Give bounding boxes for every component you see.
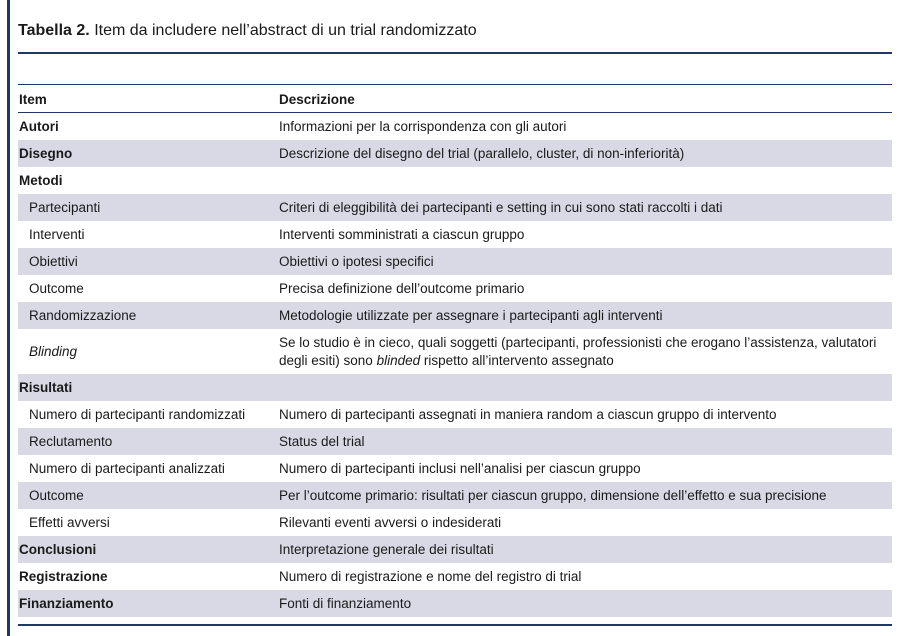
row-item: Randomizzazione bbox=[18, 302, 278, 329]
table-row bbox=[18, 482, 892, 509]
row-description: Informazioni per la corrispondenza con gli autori bbox=[279, 118, 567, 134]
header-top-rule bbox=[18, 84, 892, 85]
row-description: Per l’outcome primario: risultati per ciascun gruppo, dimensione dell’effetto e sua precisione bbox=[278, 482, 892, 509]
table-row bbox=[18, 140, 892, 167]
row-item: Finanziamento bbox=[18, 590, 278, 617]
row-item: Registrazione bbox=[19, 568, 108, 584]
table-bottom-rule bbox=[18, 624, 892, 626]
row-item: Conclusioni bbox=[18, 536, 278, 563]
row-description: Numero di registrazione e nome del registro di trial bbox=[279, 568, 582, 584]
table-row bbox=[18, 590, 892, 617]
row-item: Disegno bbox=[18, 140, 278, 167]
row-item: Obiettivi bbox=[18, 248, 278, 275]
row-description: Interventi somministrati a ciascun gruppo bbox=[279, 226, 525, 242]
row-description: Descrizione del disegno del trial (parallelo, cluster, di non-inferiorità) bbox=[278, 140, 892, 167]
row-description: Rilevanti eventi avversi o indesiderati bbox=[279, 514, 502, 530]
description-part: rispetto all’intervento assegnato bbox=[423, 352, 614, 368]
row-item: Numero di partecipanti analizzati bbox=[29, 460, 225, 476]
caption-title: Item da includere nell’abstract di un trial randomizzato bbox=[94, 22, 477, 39]
table-row bbox=[18, 113, 892, 141]
table-row bbox=[18, 221, 892, 248]
row-item: Outcome bbox=[18, 482, 278, 509]
caption-rule bbox=[18, 52, 892, 54]
description-emphasis: blinded bbox=[376, 352, 421, 368]
table-row bbox=[18, 194, 892, 221]
row-item: Reclutamento bbox=[18, 428, 278, 455]
table-row bbox=[18, 329, 892, 374]
row-description bbox=[278, 167, 892, 194]
row-description: Interpretazione generale dei risultati bbox=[278, 536, 892, 563]
description-part: Se lo studio è in cieco, quali soggetti (partecipanti, professionisti che erogano l’assistenza, valutatori degli esiti) sono bbox=[279, 334, 877, 368]
row-description: Numero di partecipanti assegnati in maniera random a ciascun gruppo di intervento bbox=[279, 406, 777, 422]
section-row-metodi bbox=[18, 167, 892, 194]
row-item: Numero di partecipanti randomizzati bbox=[29, 406, 246, 422]
section-label: Risultati bbox=[18, 374, 278, 401]
table-row bbox=[18, 509, 892, 536]
row-description: Metodologie utilizzate per assegnare i partecipanti agli interventi bbox=[278, 302, 892, 329]
table-row bbox=[18, 275, 892, 302]
row-item: Effetti avversi bbox=[29, 514, 110, 530]
table-row bbox=[18, 248, 892, 275]
items-table bbox=[18, 86, 892, 617]
table-row bbox=[18, 302, 892, 329]
header-item: Item bbox=[18, 86, 278, 113]
table-caption bbox=[18, 20, 477, 42]
row-description: Fonti di finanziamento bbox=[278, 590, 892, 617]
header-row bbox=[18, 86, 892, 113]
row-item: Partecipanti bbox=[18, 194, 278, 221]
table-row bbox=[18, 428, 892, 455]
section-label: Metodi bbox=[19, 172, 63, 188]
row-item: Outcome bbox=[29, 280, 84, 296]
section-row-risultati bbox=[18, 374, 892, 401]
row-description: Precisa definizione dell’outcome primario bbox=[279, 280, 525, 296]
caption-label: Tabella 2. bbox=[18, 22, 90, 39]
row-description: Obiettivi o ipotesi specifici bbox=[278, 248, 892, 275]
table-row bbox=[18, 563, 892, 590]
row-description bbox=[278, 374, 892, 401]
row-item: Blinding bbox=[29, 343, 78, 359]
row-description bbox=[278, 329, 892, 374]
row-item: Interventi bbox=[29, 226, 85, 242]
row-item: Autori bbox=[19, 118, 59, 134]
row-description: Criteri di eleggibilità dei partecipanti e setting in cui sono stati raccolti i dati bbox=[278, 194, 892, 221]
left-border-rule bbox=[7, 0, 10, 636]
table-row bbox=[18, 536, 892, 563]
header-description: Descrizione bbox=[278, 86, 892, 113]
table-row bbox=[18, 455, 892, 482]
row-description: Status del trial bbox=[278, 428, 892, 455]
table-row bbox=[18, 401, 892, 428]
row-description: Numero di partecipanti inclusi nell’analisi per ciascun gruppo bbox=[279, 460, 641, 476]
